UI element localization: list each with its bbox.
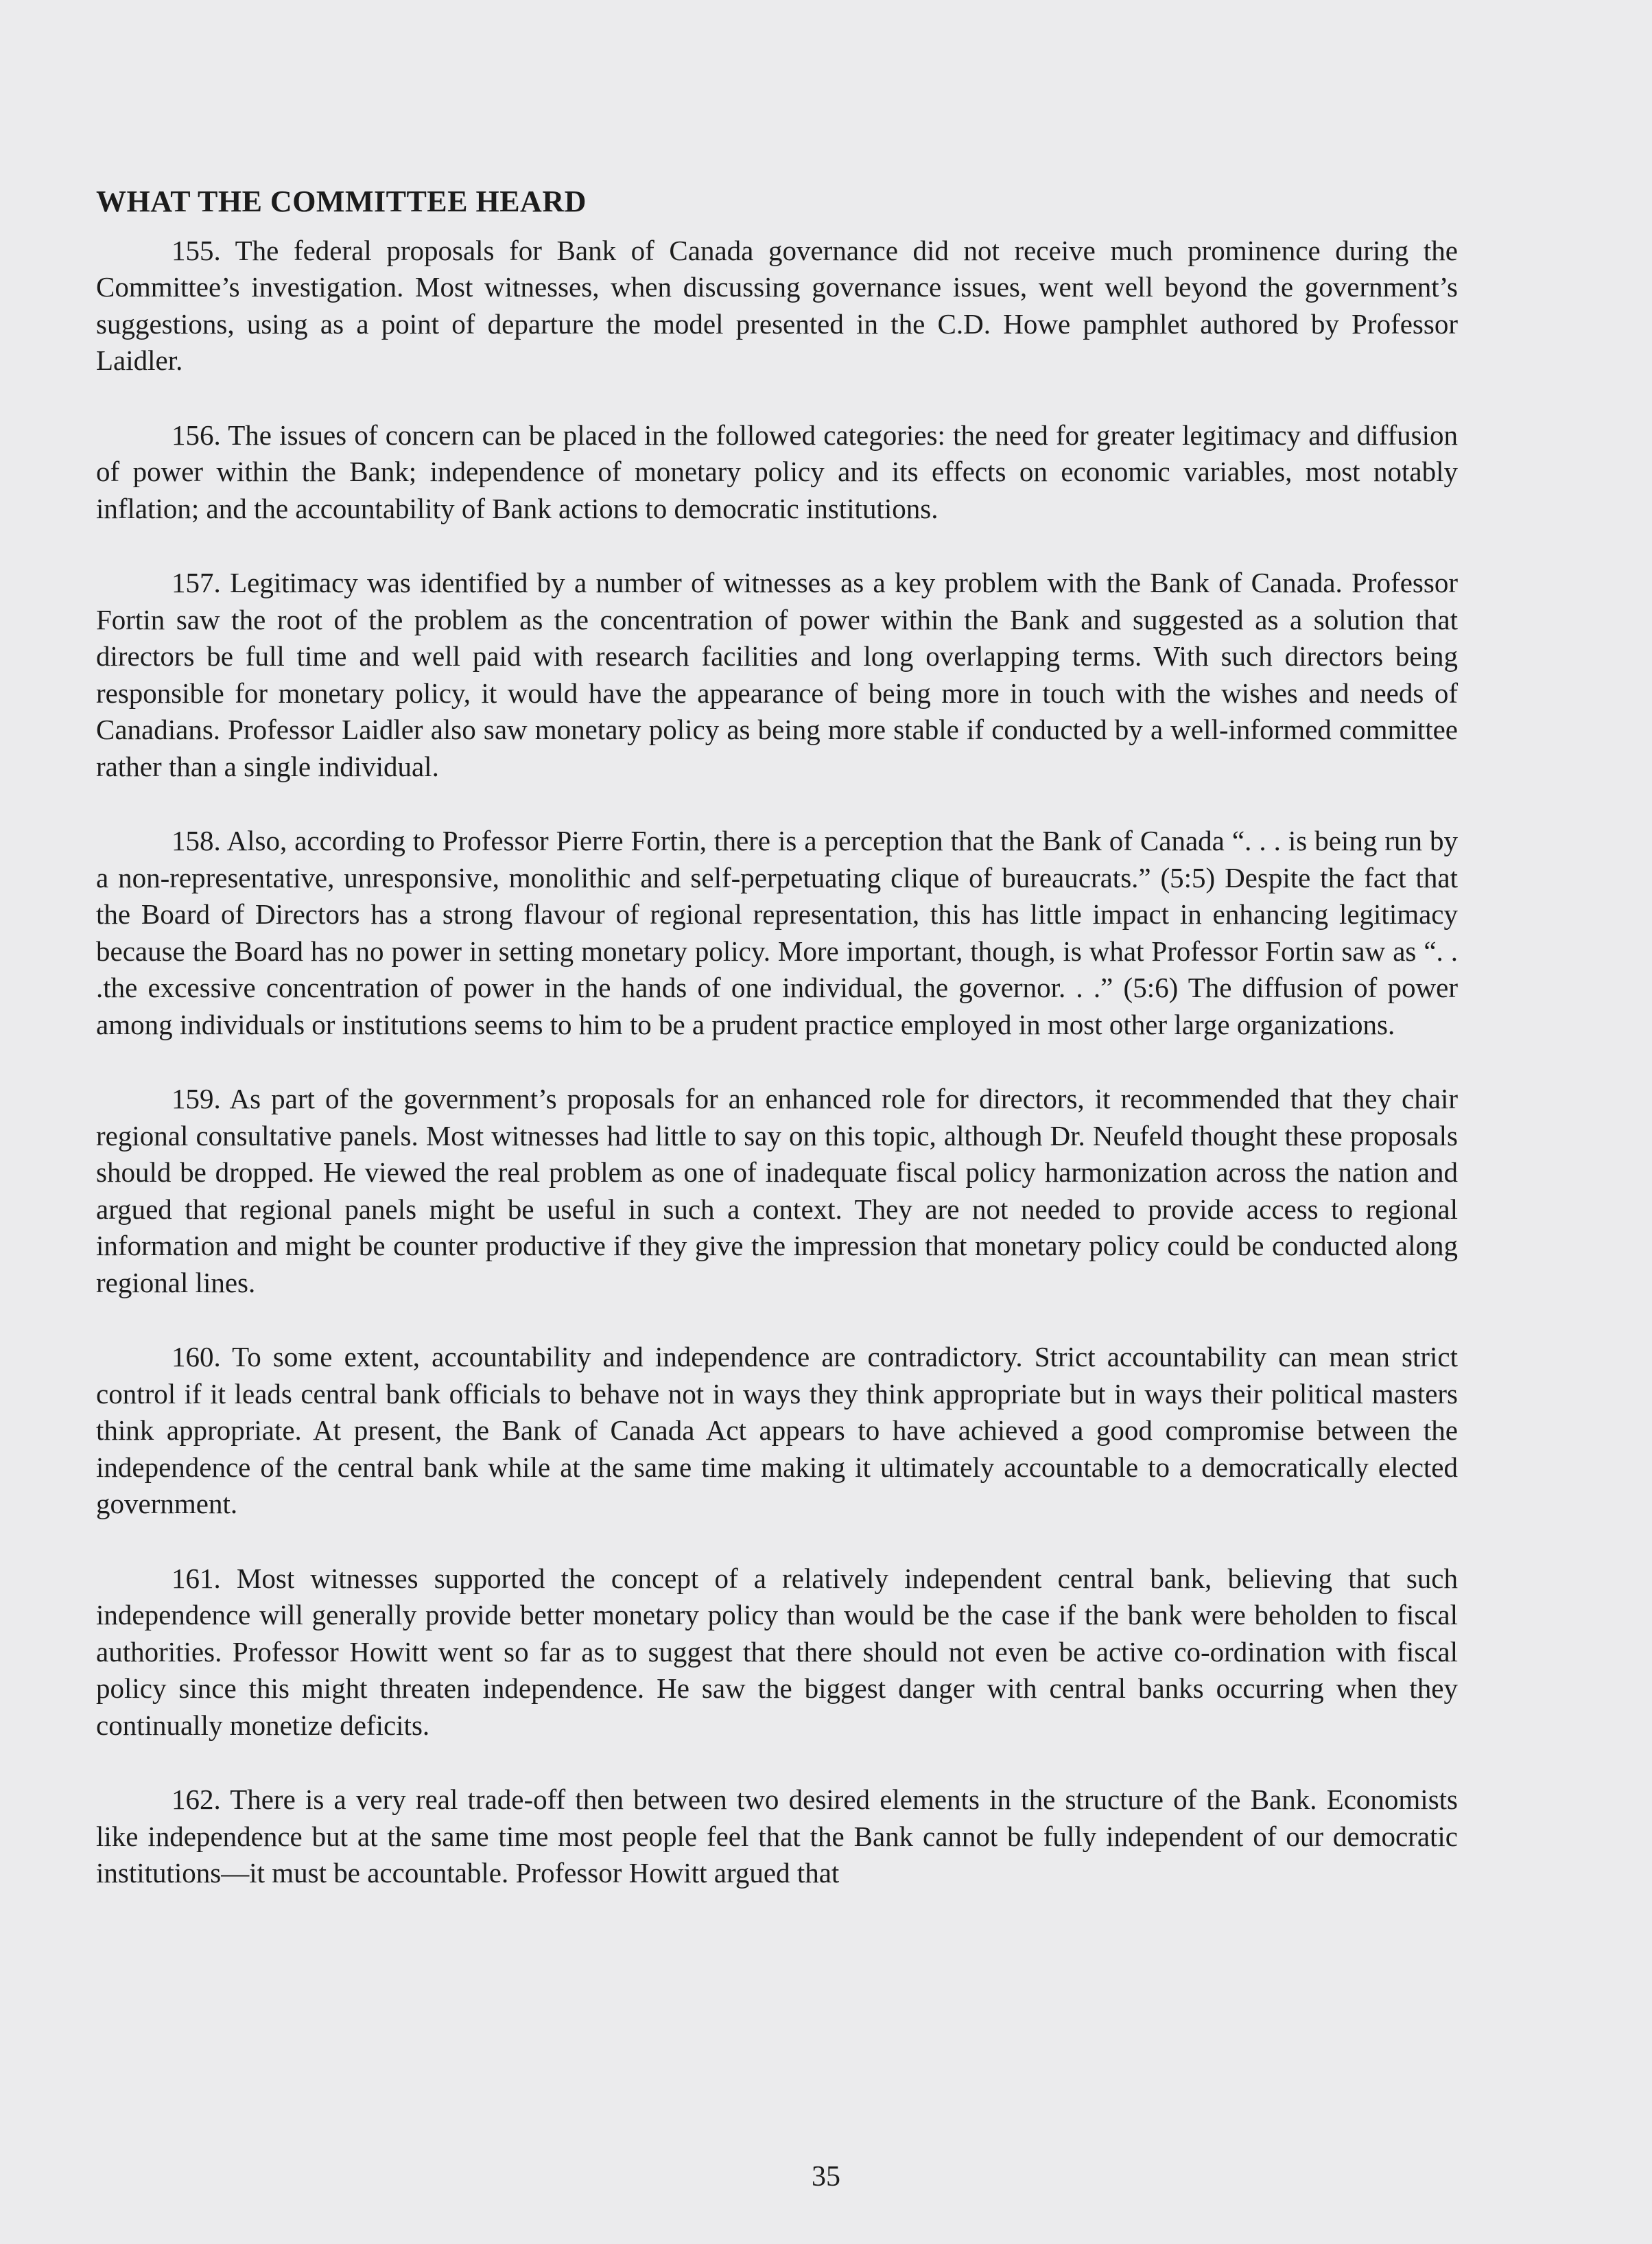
page-number: 35 [812, 2161, 840, 2193]
paragraph-161: 161. Most witnesses supported the concept of a relatively independent central bank, believing that such independence will generally provide better monetary policy than would be the case if the bank were beholden to fiscal authorities. Professor Howitt went so far as to suggest that there should not even be active co-ordination with fiscal policy since this might threaten independence. He saw the biggest danger with central banks occurring when they continually monetize deficits. [96, 1562, 1458, 1741]
page-body [96, 184, 1458, 1930]
paragraph-156: 156. The issues of concern can be placed in the followed categories: the need for greater legitimacy and diffusion of power within the Bank; independence of monetary policy and its effects on economic variables, most notably inflation; and the accountability of Bank actions to democratic institutions. [96, 419, 1458, 524]
paragraph-158: 158. Also, according to Professor Pierre Fortin, there is a perception that the Bank of Canada “. . . is being run by a non-representative, unresponsive, monolithic and self-perpetuating clique of bureaucrats.” (5:5) Despite the fact that the Board of Directors has a strong flavour of regional representation, this has little impact in enhancing legitimacy because the Board has no power in setting monetary policy. More important, though, is what Professor Fortin saw as “. . .the excessive concentration of power in the hands of one individual, the governor. . .” (5:6) The diffusion of power among individuals or institutions seems to him to be a prudent practice employed in most other large organizations. [96, 825, 1458, 1040]
paragraph-160: 160. To some extent, accountability and independence are contradictory. Strict accountability can mean strict control if it leads central bank officials to behave not in ways they think appropriate but in ways their political masters think appropriate. At present, the Bank of Canada Act appears to have achieved a good compromise between the independence of the central bank while at the same time making it ultimately accountable to a democratically elected government. [96, 1341, 1458, 1520]
paragraph-159: 159. As part of the government’s proposals for an enhanced role for directors, it recommended that they chair regional consultative panels. Most witnesses had little to say on this topic, although Dr. Neufeld thought these proposals should be dropped. He viewed the real problem as one of inadequate fiscal policy harmonization across the nation and argued that regional panels might be useful in such a context. They are not needed to provide access to regional information and might be counter productive if they give the impression that monetary policy could be conducted along regional lines. [96, 1083, 1458, 1298]
paragraph-155: 155. The federal proposals for Bank of Canada governance did not receive much prominence during the Committee’s investigation. Most witnesses, when discussing governance issues, went well beyond the government’s suggestions, using as a point of departure the model presented in the C.D. Howe pamphlet authored by Professor Laidler. [96, 234, 1458, 377]
section-heading: WHAT THE COMMITTEE HEARD [96, 185, 587, 218]
paragraph-157: 157. Legitimacy was identified by a number of witnesses as a key problem with the Bank of Canada. Professor Fortin saw the root of the problem as the concentration of power within the Bank and suggested as a solution that directors be full time and well paid with research facilities and long overlapping terms. With such directors being responsible for monetary policy, it would have the appearance of being more in touch with the wishes and needs of Canadians. Professor Laidler also saw monetary policy as being more stable if conducted by a well-informed committee rather than a single individual. [96, 567, 1458, 782]
paragraph-162: 162. There is a very real trade-off then between two desired elements in the structure of the Bank. Economists like independence but at the same time most people feel that the Bank cannot be fully independent of our democratic institutions—it must be accountable. Professor Howitt argued that [96, 1784, 1458, 1889]
